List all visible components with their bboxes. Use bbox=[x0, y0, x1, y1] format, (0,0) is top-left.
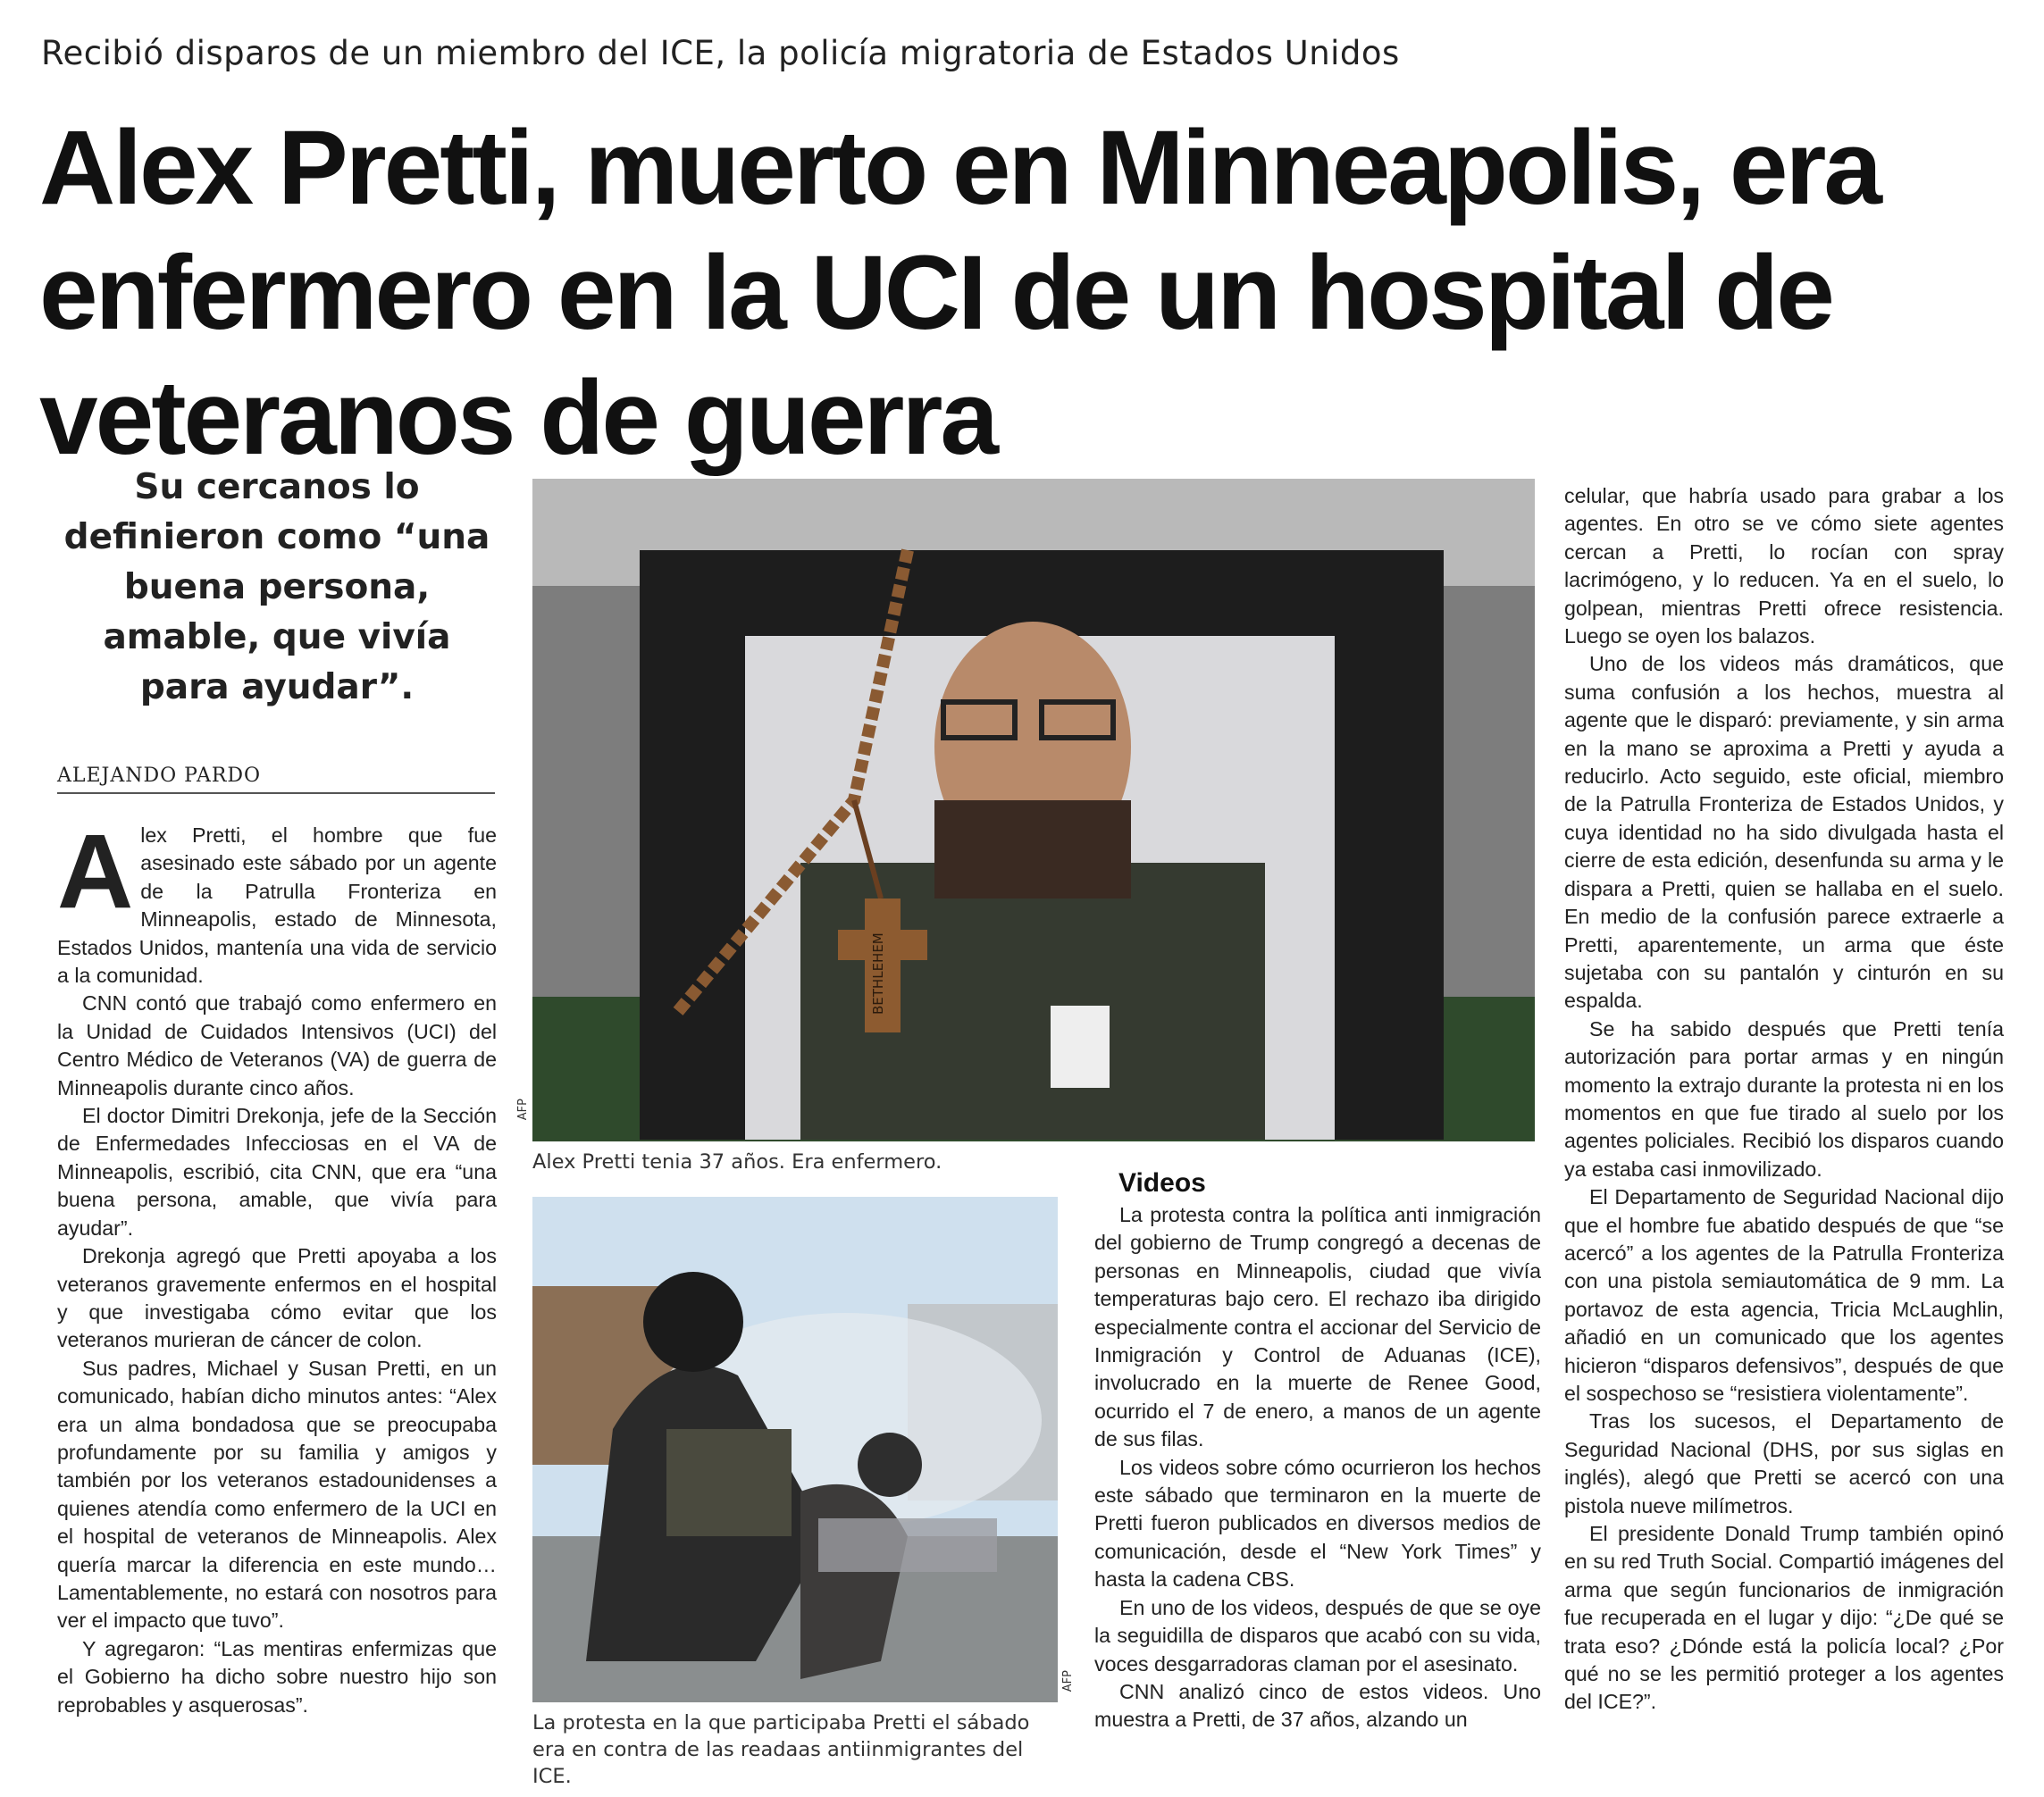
paragraph: Drekonja agregó que Pretti apoyaba a los veteranos gravemente enfermos en el hospital y que investigaba cómo evitar que los veteranos murieran de cáncer de colon. bbox=[57, 1244, 497, 1352]
paragraph: En uno de los videos, después de que se oye la seguidilla de disparos que acabó con su vida, voces desgarradoras claman por el asesinato. bbox=[1094, 1595, 1541, 1676]
paragraph: celular, que habría usado para grabar a los agentes. En otro se ve cómo siete agentes cercan a Pretti, lo rocían con spray lacrimógeno, y lo reducen. Ya en el suelo, lo golpean, mientras Pretti ofrece resistencia. Luego se oyen los balazos. bbox=[1564, 484, 2004, 648]
paragraph: lex Pretti, el hombre que fue asesinado este sábado por un agente de la Patrulla Fronteriza en Minneapolis, estado de Minnesota, Estados Unidos, mantenía una vida de servicio a la comunidad. bbox=[57, 823, 497, 988]
photo-caption: La protesta en la que participaba Pretti el sábado era en contra de las readaas antiinmigrantes del ICE. bbox=[532, 1711, 1030, 1788]
article-column-4 bbox=[1564, 482, 2004, 1717]
kicker: Recibió disparos de un miembro del ICE, la policía migratoria de Estados Unidos bbox=[41, 34, 1400, 72]
paragraph: El Departamento de Seguridad Nacional dijo que el hombre fue abatido después de que “se acercó” a los agentes de la Patrulla Fronteriza con una pistola semiautomática de 9 mm. La portavoz de esta agencia, Tricia McLaughlin, añadió en un comunicado que los agentes hicieron “disparos defensivos”, después de que el sospechoso se “resistiera violentamente”. bbox=[1564, 1185, 2004, 1405]
byline: ALEJANDO PARDO bbox=[57, 765, 495, 794]
paragraph: El presidente Donald Trump también opinó en su red Truth Social. Compartió imágenes del arma que según funcionarios de inmigración fue recuperada en el lugar y dijo: “¿De qué se trata eso? ¿Dónde está la policía local? ¿Por qué no se les permitió proteger a los agentes del ICE?”. bbox=[1564, 1522, 2004, 1714]
headline: Alex Pretti, muerto en Minneapolis, era enfermero en la UCI de un hospital de veteranos de guerra bbox=[39, 109, 1881, 477]
photo-caption: Alex Pretti tenia 37 años. Era enfermero. bbox=[532, 1150, 942, 1174]
photo-credit: AFP bbox=[516, 1099, 530, 1121]
paragraph: Sus padres, Michael y Susan Pretti, en un comunicado, habían dicho minutos antes: “Alex era un alma bondadosa que se preocupaba profundamente por su familia y amigos y también por los veteranos estadounidenses a quienes atendía como enfermero de la UCI en el hospital de veteranos de Minneapolis. Alex quería marcar la diferencia en este mundo… Lamentablemente, no estará con nosotros para ver el impacto que tuvo”. bbox=[57, 1356, 497, 1633]
paragraph: CNN contó que trabajó como enfermero en la Unidad de Cuidados Intensivos (UCI) del Centro Médico de Veteranos (VA) de guerra de Minneapolis durante cinco años. bbox=[57, 991, 497, 1099]
photo-credit: AFP bbox=[1061, 1670, 1075, 1693]
portrait-photo bbox=[532, 479, 1535, 1141]
paragraph: Se ha sabido después que Pretti tenía autorización para portar armas y en ningún momento la extrajo durante la protesta ni en los momentos en que fue tirado al suelo por los agentes policiales. Recibió los disparos cuando ya estaba casi inmovilizado. bbox=[1564, 1016, 2004, 1181]
drop-cap: A bbox=[57, 813, 134, 931]
paragraph: Y agregaron: “Las mentiras enfermizas que el Gobierno ha dicho sobre nuestro hijo son reprobables y asquerosas”. bbox=[57, 1636, 497, 1717]
protest-photo bbox=[532, 1197, 1058, 1702]
paragraph: Uno de los videos más dramáticos, que suma confusión a los hechos, muestra al agente que le disparó: previamente, y sin arma en la mano se aproxima a Pretti y ayuda a reducirlo. Acto seguido, este oficial, miembro de la Patrulla Fronteriza de Estados Unidos, y cuya identidad no ha sido divulgada hasta el cierre de esta edición, desenfunda su arma y le dispara a Pretti, quien se hallaba en el suelo. En medio de la confusión parece extraerle a Pretti, aparentemente, un arma que éste sujetaba con su pantalón y cinturón en su espalda. bbox=[1564, 652, 2004, 1013]
paragraph: La protesta contra la política anti inmigración del gobierno de Trump congregó a decenas de personas en Minneapolis, ciudad que vivía temperaturas bajo cero. El rechazo iba dirigido especialmente contra el accionar del Servicio de Inmigración y Control de Aduanas (ICE), involucrado en la muerte de Renee Good, ocurrido el 7 de enero, a manos de un agente de sus filas. bbox=[1094, 1203, 1541, 1451]
paragraph: CNN analizó cinco de estos videos. Uno muestra a Pretti, de 37 años, alzando un bbox=[1094, 1679, 1541, 1732]
paragraph: El doctor Dimitri Drekonja, jefe de la Sección de Enfermedades Infecciosas en el VA de Minneapolis, escribió, cita CNN, que era “una buena persona, amable, que vivía para ayudar”. bbox=[57, 1104, 497, 1240]
article-column-1 bbox=[57, 813, 497, 1719]
article-column-3 bbox=[1094, 1201, 1541, 1734]
cross-engraving: BETHLEHEM bbox=[870, 932, 886, 1015]
section-heading: Videos bbox=[1118, 1168, 1206, 1198]
paragraph: Los videos sobre cómo ocurrieron los hechos este sábado que terminaron en la muerte de Pretti fueron publicados en diversos medios de comunicación, desde el “New York Times” y hasta la cadena CBS. bbox=[1094, 1455, 1541, 1592]
paragraph: Tras los sucesos, el Departamento de Seguridad Nacional (DHS, por sus siglas en inglés), alegó que Pretti se acercó con una pistola nueve milímetros. bbox=[1564, 1409, 2004, 1517]
subhead: Su cercanos lo definieron como “una buena persona, amable, que vivía para ayudar”. bbox=[63, 467, 490, 707]
